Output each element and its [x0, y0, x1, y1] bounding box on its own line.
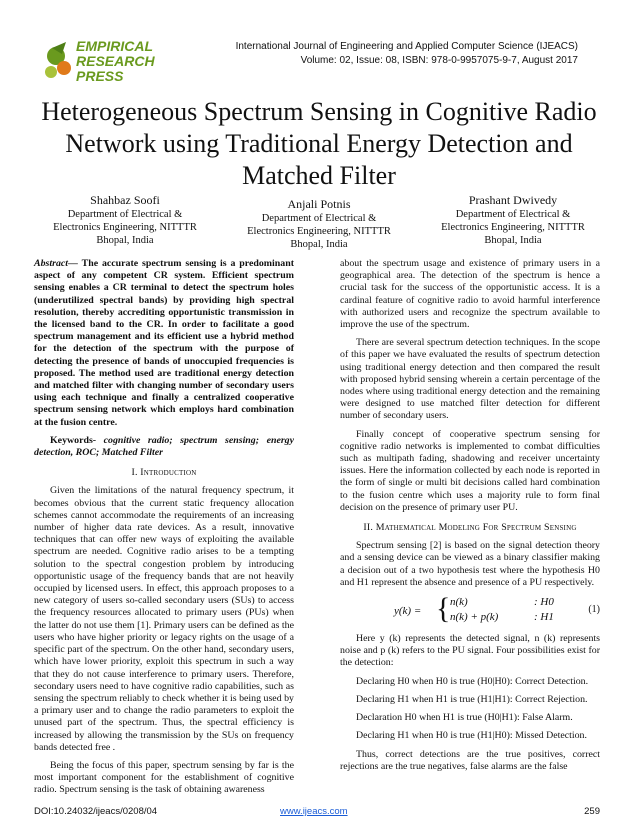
author-dept: Department of Electrical &: [67, 209, 183, 220]
author-dept-2: Electronics Engineering, NITTTR: [441, 222, 585, 233]
equation-case-1: n(k): [450, 596, 468, 609]
abstract-label: Abstract—: [34, 258, 78, 269]
equation-case-2: n(k) + p(k): [450, 611, 499, 624]
author-name: Shahbaz Soofi: [90, 193, 160, 207]
author-name: Anjali Potnis: [287, 197, 351, 211]
logo-line-1: EMPIRICAL: [76, 38, 153, 54]
paragraph: Thus, correct detections are the true positives, correct rejections are the true negatives, false alarms are the false: [340, 748, 600, 772]
page-number: 259: [584, 806, 600, 817]
list-item: Declaration H0 when H1 is true (H0|H1): False Alarm.: [356, 712, 573, 724]
equation-condition-1: : H0: [534, 596, 554, 609]
author-dept-2: Electronics Engineering, NITTTR: [53, 222, 197, 233]
paper-title: Heterogeneous Spectrum Sensing in Cognitive Radio Network using Traditional Energy Detection and Matched Filter: [41, 97, 597, 190]
author-dept-2: Electronics Engineering, NITTTR: [247, 226, 391, 237]
journal-volume: Volume: 02, Issue: 08, ISBN: 978-0-9957075-9-7, August 2017: [300, 55, 578, 66]
journal-link[interactable]: www.ijeacs.com: [280, 806, 348, 817]
paragraph: Spectrum sensing [2] is based on the signal detection theory and a sensing device can be viewed as a binary classifier making a decision out of a two hypothesis test where the hypothesis H0 and H1 represent the absence and presence of a PU respectively.: [340, 540, 600, 588]
equation-number: (1): [588, 604, 600, 616]
abstract-text: The accurate spectrum sensing is a predominant aspect of any competent CR system. Efficient spectrum sensing enables a CR terminal to detect the spectrum holes (underutilized spectral bands) by providing high spectral resolution, thereby accrediting opportunistic transmission in the licensed band to the CR. In order to facilitate a good spectrum management and its efficient use a hybrid method for the detection of the spectrum with the purpose of detecting the presence of bands of unoccupied frequencies is proposed. The method used are traditional energy detection and matched filter with changing number of secondary users using each technique and finally a centralized cooperative spectrum sensing network which employs hard combination at the fusion centre.: [34, 258, 294, 428]
author-place: Bhopal, India: [96, 235, 154, 246]
author-place: Bhopal, India: [484, 235, 542, 246]
list-item: Declaring H1 when H1 is true (H1|H1): Correct Rejection.: [356, 693, 588, 705]
left-column: [34, 258, 294, 803]
list-item: Declaring H1 when H0 is true (H1|H0): Missed Detection.: [356, 730, 587, 742]
brace-icon: {: [436, 592, 451, 626]
doi: DOI:10.24032/ijeacs/0208/04: [34, 806, 158, 817]
equation-condition-2: : H1: [534, 611, 554, 624]
journal-info: [158, 40, 578, 68]
paragraph: Here y (k) represents the detected signal, n (k) represents noise and p (k) refers to the PU signal. Four possibilities exist for the detection:: [340, 633, 600, 669]
section-heading-introduction: I. Introduction: [131, 467, 197, 479]
author-3: [428, 192, 598, 247]
detection-list: [340, 676, 600, 743]
author-2: [232, 196, 406, 251]
author-place: Bhopal, India: [290, 239, 348, 250]
equation-lhs: y(k) =: [394, 605, 422, 618]
right-column: [340, 258, 600, 779]
journal-name: International Journal of Engineering and Applied Computer Science (IJEACS): [235, 41, 578, 52]
keywords: [34, 435, 294, 459]
author-1: [40, 192, 210, 247]
author-dept: Department of Electrical &: [455, 209, 571, 220]
logo-line-3: PRESS: [76, 68, 124, 84]
logo-line-2: RESEARCH: [76, 53, 155, 69]
paragraph: Being the focus of this paper, spectrum sensing by far is the most important component for the establishment of cognitive radio. Spectrum sensing is the task of obtaining awareness: [34, 759, 294, 796]
list-item: Declaring H0 when H0 is true (H0|H0): Correct Detection.: [356, 675, 589, 687]
paragraph: Finally concept of cooperative spectrum sensing for cognitive radio networks is implemented to combat difficulties such as multipath fading, shadowing and receiver uncertainty issues. Here the information collected by each node is reported in the form of single or multi bit decisions called hard combination to the fusion centre which uses a majority rule to form final decision on the presence of primary user PU.: [340, 428, 600, 513]
paragraph: about the spectrum usage and existence of primary users in a geographical area. The detection of the spectrum is hence a crucial task for the success of the opportunistic access. It is a cardinal feature of cognitive radio to avoid harmful interference with authorized users and recognize the spectrum available to improve the use of the spectrum.: [340, 258, 600, 331]
author-name: Prashant Dwivedy: [468, 193, 558, 207]
paragraph: Given the limitations of the natural frequency spectrum, it becomes obvious that the current static frequency allocation schemes cannot accommodate the requirements of an increasing number of higher data rate devices. As a result, innovative techniques that can offer new ways of exploiting the available spectrum are needed. Cognitive radio arises to be a tempting solution to the spectral congestion problem by introducing opportunistic usage of the frequency bands that are not heavily occupied by licensed users. In effect, this approach proposes to a new category of users so-called secondary users (SUs) to access the frequency resources allocated to primary users (PUs) when the latter do not use them [1]. Primary users can be defined as the users who have higher priority or legacy rights on the usage of a specific part of the spectrum. On the other hand, secondary users, which have lower priority, exploit this spectrum in such a way that they do not cause interference to primary users. Therefore, secondary users need to have cognitive radio capabilities, such as sensing the spectrum reliably to check whether it is being used by a primary user and to change the radio parameters to exploit the unused part of the spectrum. Thus, the spectral efficiency is increased by allowing the transmission by the SUs on frequency bands detected free .: [34, 485, 294, 753]
equation-1: [340, 592, 600, 627]
keywords-label: Keywords-: [50, 434, 97, 446]
keywords-text: cognitive radio; spectrum sensing; energy detection, ROC; Matched Filter: [34, 434, 294, 459]
logo-emblem-icon: [45, 42, 71, 78]
paragraph: There are several spectrum detection techniques. In the scope of this paper we have evaluated the results of spectrum detection using traditional energy detection and then compared the result with proposed hybrid sensing wherein a certain percentage of the nodes where using traditional energy detection and the remaining were designed to use matched filter detection for different number of secondary users.: [340, 337, 600, 422]
author-dept: Department of Electrical &: [261, 213, 377, 224]
abstract: [34, 258, 294, 429]
section-heading-modeling: II. Mathematical Modeling For Spectrum Sensing: [363, 522, 577, 534]
